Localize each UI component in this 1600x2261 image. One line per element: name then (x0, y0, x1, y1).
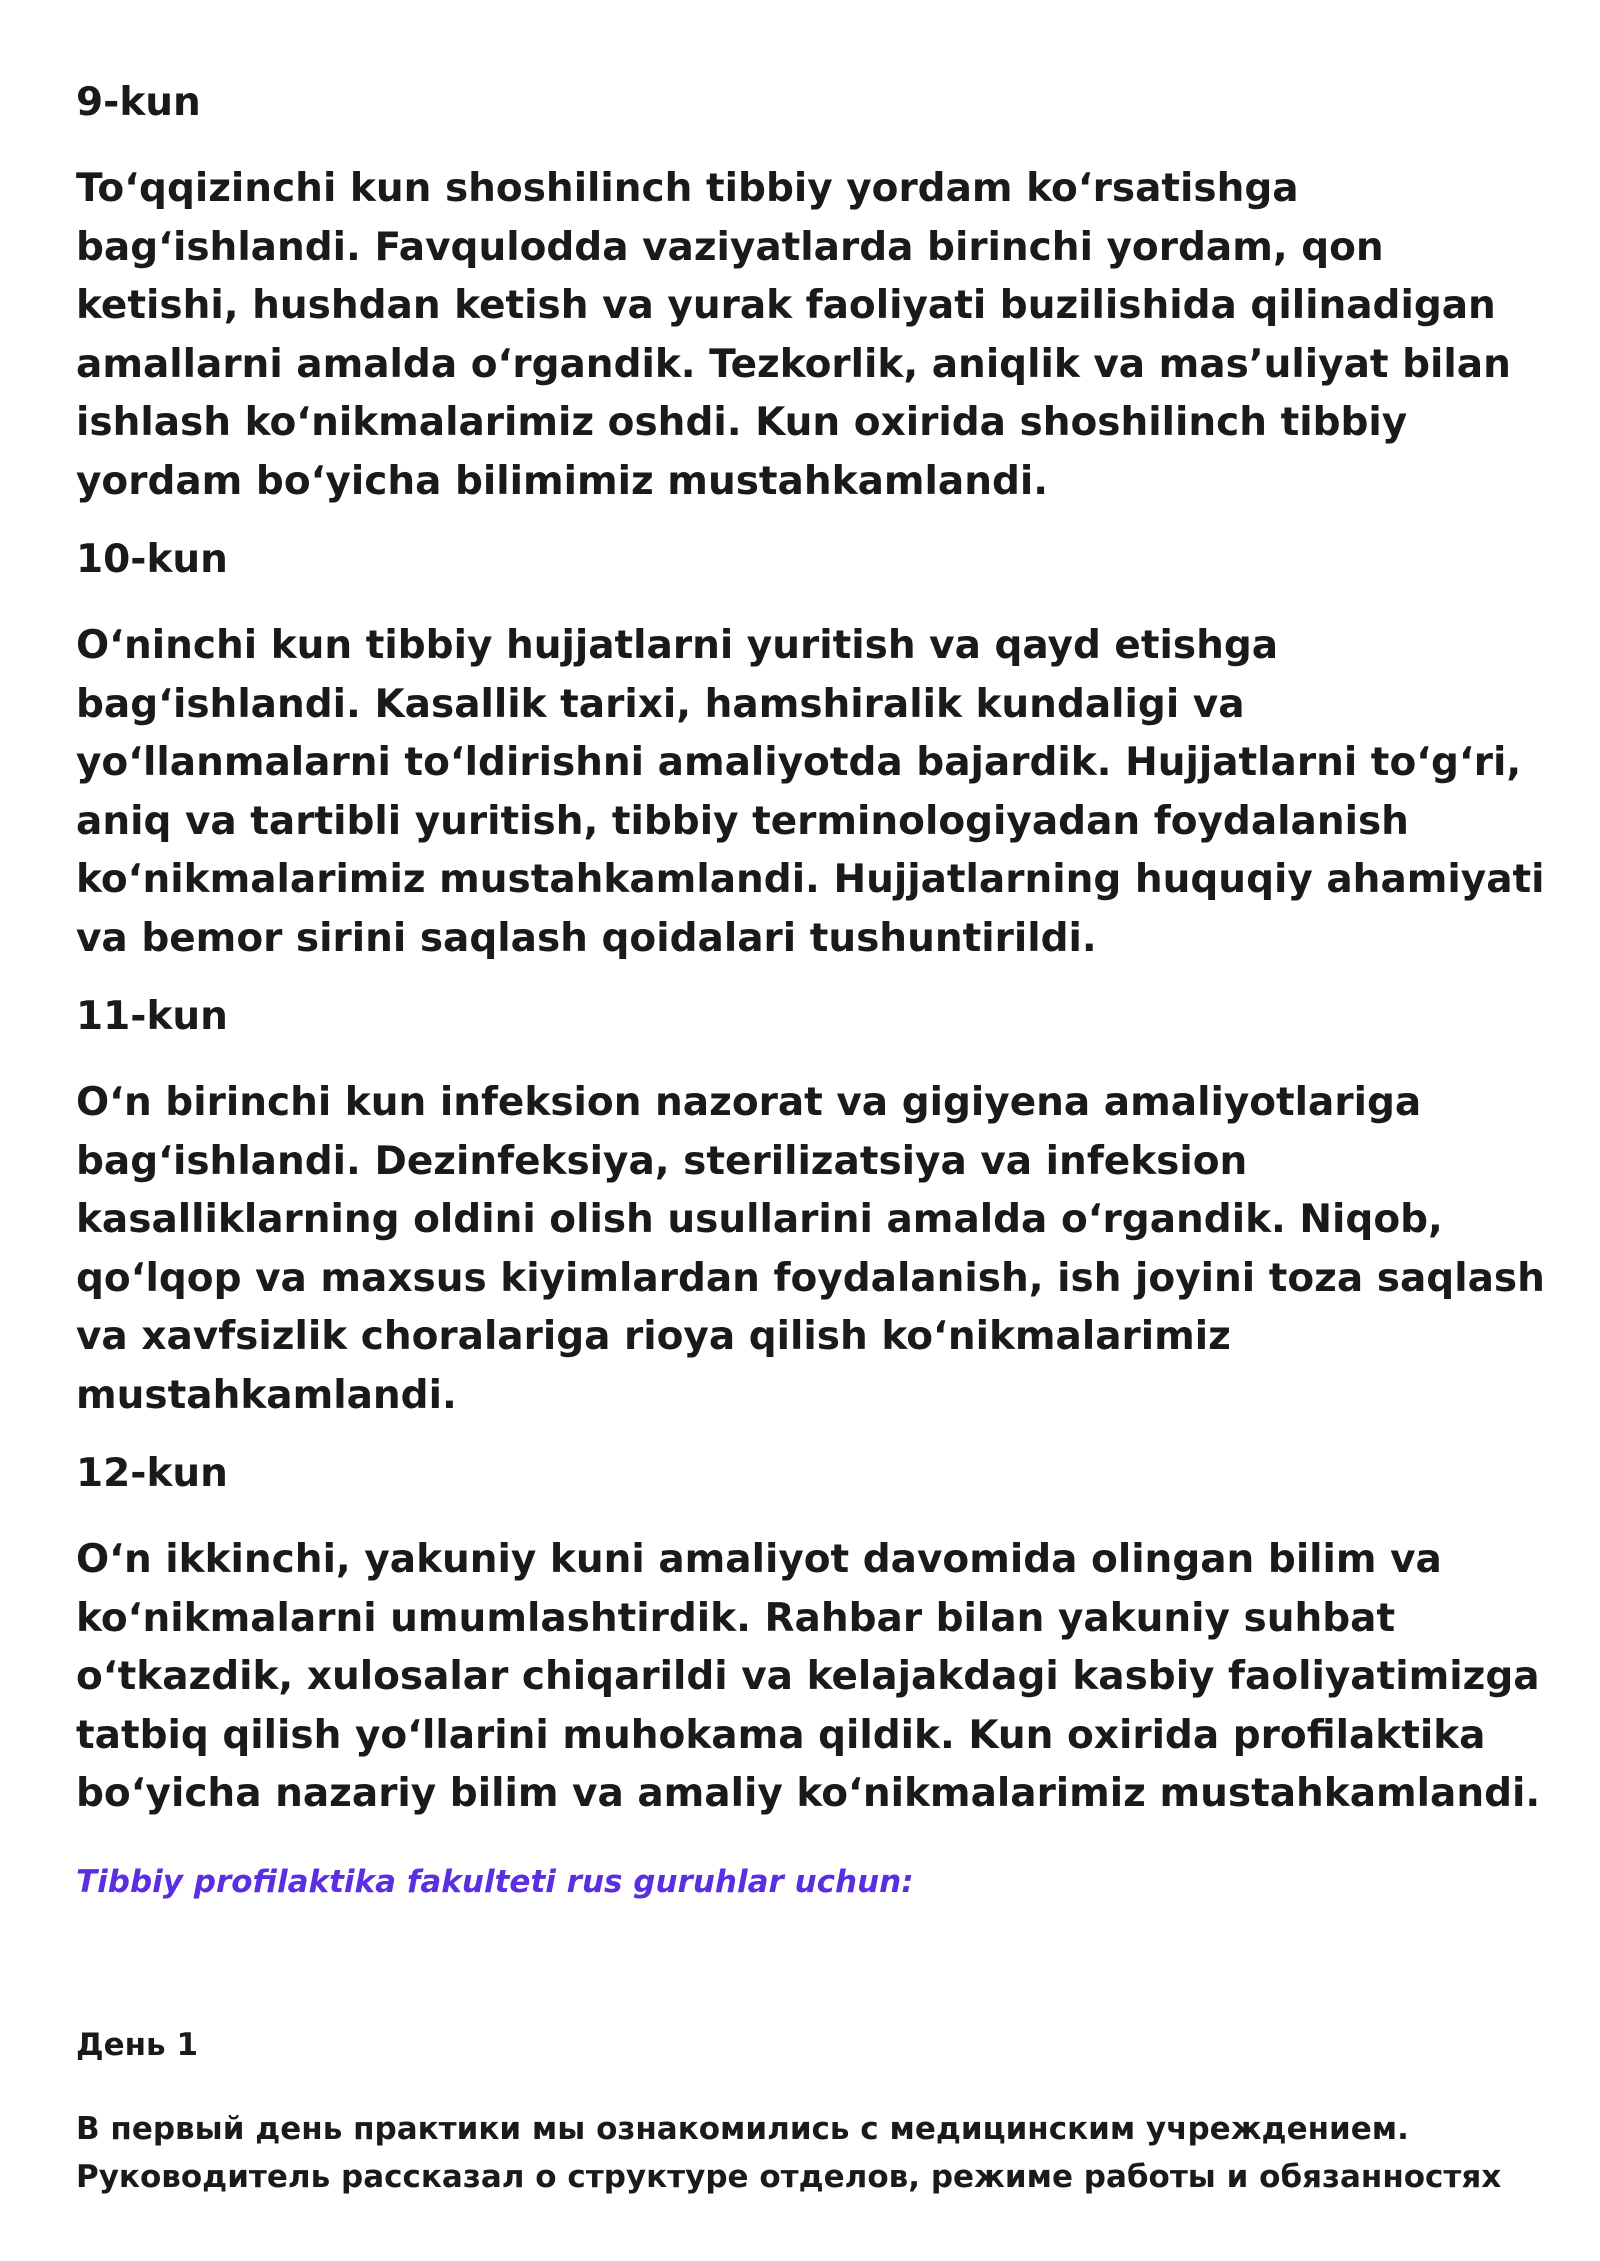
day-block-10 (76, 535, 1546, 968)
day-block-12 (76, 1449, 1546, 1824)
faculty-heading: Tibbiy profilaktika fakulteti rus guruhlar uchun: (76, 1864, 914, 1900)
day-title: 11-kun (76, 994, 228, 1039)
day-block-1-ru (76, 2025, 1546, 2201)
day-block-11 (76, 992, 1546, 1425)
day-text: В первый день практики мы ознакомились с медицинским учреждением. Руководитель рассказал о структуре отделов, режиме работы и обязанностях (76, 2111, 1502, 2195)
day-title: День 1 (76, 2027, 199, 2063)
uz-days-section (76, 78, 1546, 1848)
day-title: 9-kun (76, 80, 201, 125)
day-title: 10-kun (76, 537, 228, 582)
day-text: O‘ninchi kun tibbiy hujjatlarni yuritish va qayd etishga bag‘ishlandi. Kasallik tarixi, hamshiralik kundaligi va yo‘llanmalarni to‘ldirishni amaliyotda bajardik. Hujjatlarni to‘g‘ri, aniq va tartibli yuritish, tibbiy terminologiyadan foydalanish ko‘nikmalarimiz mustahkamlandi. Hujjatlarning huquqiy ahamiyati va bemor sirini saqlash qoidalari tushuntirildi. (76, 623, 1545, 961)
day-text: O‘n ikkinchi, yakuniy kuni amaliyot davomida olingan bilim va ko‘nikmalarni umumlashtirdik. Rahbar bilan yakuniy suhbat o‘tkazdik, xulosalar chiqarildi va kelajakdagi kasbiy faoliyatimizga tatbiq qilish yo‘llarini muhokama qildik. Kun oxirida profilaktika bo‘yicha nazariy bilim va amaliy ko‘nikmalarimiz mustahkamlandi. (76, 1537, 1541, 1816)
day-block-9 (76, 78, 1546, 511)
day-text: O‘n birinchi kun infeksion nazorat va gigiyena amaliyotlariga bag‘ishlandi. Dezinfeksiya, sterilizatsiya va infeksion kasalliklarning oldini olish usullarini amalda o‘rgandik. Niqob, qo‘lqop va maxsus kiyimlardan foydalanish, ish joyini toza saqlash va xavfsizlik choralariga rioya qilish ko‘nikmalarimiz mustahkamlandi. (76, 1080, 1545, 1418)
day-title: 12-kun (76, 1451, 228, 1496)
ru-days-section (76, 2025, 1546, 2225)
day-text: To‘qqizinchi kun shoshilinch tibbiy yordam ko‘rsatishga bag‘ishlandi. Favqulodda vaziyatlarda birinchi yordam, qon ketishi, hushdan ketish va yurak faoliyati buzilishida qilinadigan amallarni amalda o‘rgandik. Tezkorlik, aniqlik va mas’uliyat bilan ishlash ko‘nikmalarimiz oshdi. Kun oxirida shoshilinch tibbiy yordam bo‘yicha bilimimiz mustahkamlandi. (76, 166, 1511, 504)
